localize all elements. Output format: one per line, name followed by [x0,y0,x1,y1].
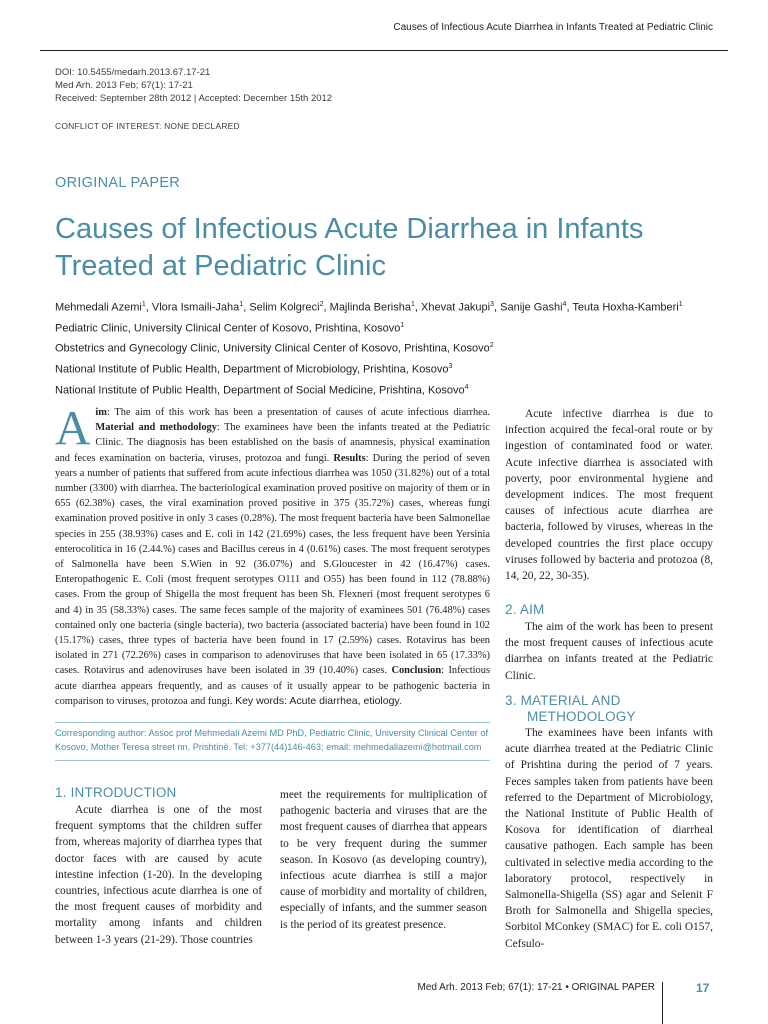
methods-text: The examinees have been infants with acute diarrhea treated at the Pediatric Clinic of Prishtina during the period of 7 years. Feces samples taken from patients have been referred to the Department of Microbiology, the National Institute of Public Health of Kosova for identification of diarrheal causative pathogen. Each sample has been cultivated in selective media according to the laboratory protocol, respectively in Salmonella-Shigella (SS) agar and Selenit F Broth for Salmonella and Shigella species, Sorbitol MConkey (SMAC) for E. coli O157, Cefsulo- [505,727,713,950]
author-affiliation-mark: 4 [562,301,567,308]
author-name: Teuta Hoxha-Kamberi [572,301,679,314]
aim-text: The aim of the work has been to present the most frequent causes of infectious acute diarrhea on infants treated at the Pediatric Clinic. [505,621,713,682]
abstract [55,400,490,709]
author-affiliation-mark: 1 [239,301,244,308]
abstract-conclusion-label: Conclusion [391,665,442,677]
abstract-dropcap: A [55,400,91,455]
affiliation-text: National Institute of Public Health, Department of Microbiology, Prishtina, Kosovo [55,363,449,376]
methods-heading-line-1: 3. MATERIAL AND [505,693,621,708]
affiliation-mark: 1 [400,321,405,329]
header-divider [40,50,728,51]
article-type-part2: PAPER [130,175,181,191]
abstract-results-label: Results [333,452,366,464]
abstract-keywords: Key words: Acute diarrhea, etiology. [235,694,402,707]
affiliation [55,358,725,379]
author-separator: , [414,301,422,314]
affiliation-mark: 2 [489,342,494,350]
footer-citation: Med Arh. 2013 Feb; 67(1): 17-21 • ORIGINAL PAPER [417,982,655,993]
corresponding-divider-top [55,722,490,723]
corresponding-author: Corresponding author: Assoc prof Mehmedali Azemi MD PhD, Pediatric Clinic, University Clinical Center of Kosovo, Mother Teresa street nn, Prishtinë. Tel: +377(44)146-463; email: mehmedaliazemi@hotmail.com [55,728,489,752]
author-name: Selim Kolgreci [249,301,320,314]
article-type-part1: ORIGINAL [55,175,131,191]
page-number: 17 [696,981,710,995]
affiliation-mark: 3 [448,362,453,370]
author-affiliation-mark: 1 [678,301,683,308]
conflict-of-interest: CONFLICT OF INTEREST: NONE DECLARED [55,121,240,131]
author-name: Majlinda Berisha [329,301,411,314]
article-meta [55,66,332,105]
article-type-label [55,175,180,191]
affiliation [55,337,725,358]
abstract-results-text: : During the period of seven years a number of patients that suffered from acute infectious diarrhea was 1050 (31.82%) out of a total number (3300) with diarrhea. The bacteriological examination proved positive on majority of them or in 655 (62.38%) cases, the viral examination proved positive in 375 (35.72%) cases, whereas fungi examination proved positive in only 3 cases (0.28%). The most frequent bacteria have been Salmonellae species in 255 (38.93%) cases and E. coli in 142 (21.69%) cases, the less frequent have been Yersinia enterocolitica in 16 (2.44.%) cases and Bacillus cereus in 4 (0.61%) cases. The most frequent serotypes of Salmonella have been S.Wien in 92 (36.07%) and S.Gloucester in 42 (16.47%) cases. Enteropathogenic E. Coli (most frequent serotypes O111 and O55) has been found in 112 (78.88%) cases. From the group of Shigella the most frequent has been Sh. Flexneri (most frequent serotypes 6 and 4) in 35 (58.33%) cases. The same feces sample of the majority of examinees 501 (76.48%) cases contained only one bacteria (single bacteria), two bacteria (associated bacteria) have been found in 102 (15.17%) cases, three types of bacteria have been found in 17 (2.59%) cases. Rotavirus has been isolated in 271 (72.26%) cases in comparison to adenoviruses that have been isolated in 65 (17.33%) cases. Rotavirus and adenoviruses have been isolated in 39 (10.40%) cases. [55,452,490,677]
introduction-column-1: Acute diarrhea is one of the most frequent symptoms that the children suffer from, whereas majority of diarrhea types that doctor faces with are caused by acute intestine infection (1-20). In the developing countries, infectious acute diarrhea is one of the most frequent causes of morbidity and mortality among infants and children between 1-3 years (21-29). Those countries [55,804,262,946]
authors-block [55,296,725,399]
author-list [55,296,725,317]
running-header: Causes of Infectious Acute Diarrhea in Infants Treated at Pediatric Clinic [393,22,713,33]
author-separator: , [566,301,573,314]
author-affiliation-mark: 1 [141,301,146,308]
doi[interactable]: DOI: 10.5455/medarh.2013.67.17-21 [55,67,211,78]
author-affiliation-mark: 1 [410,301,415,308]
author-name: Vlora Ismaili-Jaha [151,301,240,314]
right-column-intro-paragraph: Acute infective diarrhea is due to infection acquired the fecal-oral route or by ingestion of contaminated food or water. Acute infective diarrhea is associated with poverty, poor environmental hygiene and development indices. The most frequent causes of infectious acute diarrhea are bacteria, followed by viruses, whereas in the developed countries the first place occupy viruses followed by bacteria and protozoa (8, 14, 20, 22, 30-35). [505,408,713,583]
affiliation [55,317,725,338]
affiliation-mark: 4 [464,383,469,391]
abstract-aim-text: : The aim of this work has been a presentation of causes of acute infectious diarrhea. [106,407,490,418]
abstract-conclusion-text: : Infectious acute diarrhea appears frequently, and as causes of it usually appear to be pathogenic bacteria in comparison to viruses, protozoa and fungi. [55,665,490,707]
article-title: Causes of Infectious Acute Diarrhea in Infants Treated at Pediatric Clinic [55,213,644,282]
introduction-column-2: meet the requirements for multiplication of pathogenic bacteria and viruses that are the most frequent causes of diarrhea that appears to be very frequent during the summer season. In Kosovo (as developing country), infectious acute diarrhea is still a major cause of morbidity and mortality of children, especially of infants, and the summer season is the period of its greatest presence. [280,789,487,931]
methods-heading-line-2: METHODOLOGY [527,709,636,724]
abstract-methods-text: : The examinees have been the infants treated at the Pediatric Clinic. The diagnosis has been established on the basis of anamnesis, physical examination and feces examination on bacteria, viruses, protozoa and fungi. [55,422,490,464]
footer-divider [662,982,663,1024]
author-affiliation-mark: 2 [319,301,324,308]
affiliation-text: National Institute of Public Health, Department of Social Medicine, Prishtina, Kosovo [55,384,465,397]
author-name: Sanije Gashi [500,301,563,314]
affiliation-text: Obstetrics and Gynecology Clinic, University Clinical Center of Kosovo, Prishtina, Kosovo [55,342,490,355]
affiliation [55,379,725,400]
introduction-heading: 1. INTRODUCTION [55,785,177,800]
author-separator: , [243,301,250,314]
aim-heading: 2. AIM [505,602,545,617]
affiliation-text: Pediatric Clinic, University Clinical Center of Kosovo, Prishtina, Kosovo [55,322,401,335]
author-affiliation-mark: 3 [490,301,495,308]
citation: Med Arh. 2013 Feb; 67(1): 17-21 [55,80,193,91]
author-separator: , [145,301,152,314]
author-name: Mehmedali Azemi [55,301,142,314]
received-accepted-dates: Received: September 28th 2012 | Accepted: December 15th 2012 [55,93,333,104]
abstract-methods-label: Material and methodology [95,422,217,434]
author-name: Xhevat Jakupi [421,301,491,314]
author-separator: , [494,301,501,314]
author-separator: , [323,301,330,314]
corresponding-divider-bottom [55,760,490,761]
methods-heading [505,693,636,725]
abstract-aim-label: im [95,407,107,418]
